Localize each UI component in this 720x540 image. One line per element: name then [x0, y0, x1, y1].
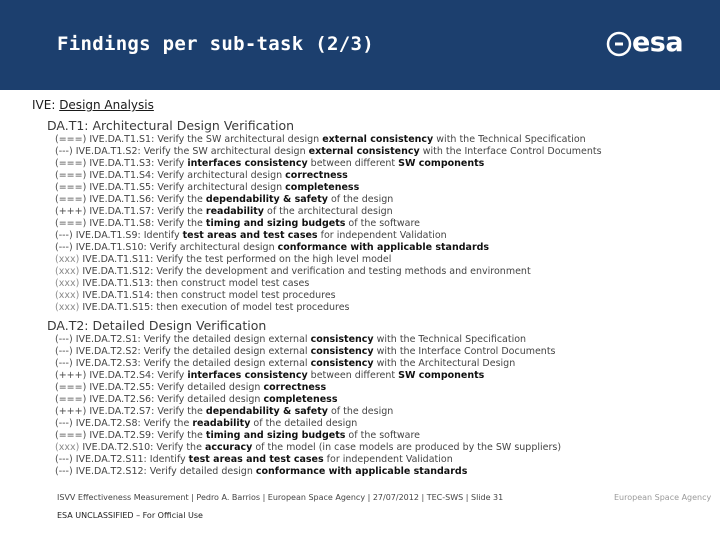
finding-text: with the Technical Specification: [373, 334, 527, 345]
finding-emphasis: timing and sizing budgets: [205, 218, 346, 229]
finding-emphasis: external consistency: [322, 134, 434, 145]
finding-status: (---): [55, 346, 73, 357]
finding-emphasis: interfaces consistency: [187, 370, 308, 381]
finding-row: [55, 158, 715, 170]
finding-code: IVE.DA.T1.S10:: [75, 242, 147, 253]
finding-text: Verify the SW architectural design: [157, 134, 323, 145]
section-prefix: IVE:: [32, 98, 60, 112]
finding-status: (---): [55, 358, 73, 369]
finding-emphasis: accuracy: [204, 442, 253, 453]
finding-row: [55, 254, 715, 266]
finding-status: (---): [55, 454, 73, 465]
finding-text: Verify the development and verification and testing methods and environment: [156, 266, 531, 277]
finding-row: [55, 406, 715, 418]
finding-row: [55, 370, 715, 382]
finding-row: [55, 170, 715, 182]
finding-text: Verify the: [157, 430, 206, 441]
finding-code: IVE.DA.T1.S13:: [82, 278, 154, 289]
finding-emphasis: readability: [205, 206, 264, 217]
finding-status: (===): [55, 382, 87, 393]
finding-text: Verify the: [157, 406, 206, 417]
finding-code: IVE.DA.T1.S7:: [89, 206, 155, 217]
subtask-list-t1: [55, 134, 715, 314]
finding-status: (===): [55, 170, 87, 181]
finding-code: IVE.DA.T1.S2:: [75, 146, 141, 157]
esa-logo: [606, 29, 706, 63]
footer-text: ISVV Effectiveness Measurement | Pedro A. Barrios | European Space Agency | 27/07/2012 | TEC-SWS | Slide 31: [57, 493, 504, 502]
finding-text: of the model (in case models are produced by the SW suppliers): [252, 442, 562, 453]
finding-text: Identify: [149, 454, 189, 465]
finding-emphasis: correctness: [263, 382, 327, 393]
finding-code: IVE.DA.T1.S6:: [89, 194, 155, 205]
finding-text: Verify architectural design: [157, 170, 286, 181]
subtask-heading-t2: DA.T2: Detailed Design Verification: [47, 318, 267, 333]
finding-text: then construct model test cases: [156, 278, 310, 289]
finding-code: IVE.DA.T1.S15:: [82, 302, 154, 313]
subtask-heading-t1: DA.T1: Architectural Design Verification: [47, 118, 295, 133]
finding-emphasis: conformance with applicable standards: [277, 242, 490, 253]
finding-code: IVE.DA.T1.S9:: [75, 230, 141, 241]
finding-status: (---): [55, 334, 73, 345]
finding-status: (===): [55, 134, 87, 145]
finding-row: [55, 182, 715, 194]
finding-row: [55, 334, 715, 346]
finding-text: Verify: [157, 158, 188, 169]
finding-code: IVE.DA.T2.S8:: [75, 418, 141, 429]
finding-emphasis: SW components: [398, 158, 485, 169]
finding-code: IVE.DA.T1.S8:: [89, 218, 155, 229]
finding-text: Verify the detailed design external: [143, 358, 311, 369]
finding-emphasis: readability: [192, 418, 251, 429]
esa-logo-text: esa: [632, 27, 684, 58]
finding-text: Verify detailed design: [157, 394, 264, 405]
finding-text: for independent Validation: [317, 230, 447, 241]
finding-row: [55, 206, 715, 218]
finding-row: [55, 394, 715, 406]
finding-text: then execution of model test procedures: [156, 302, 350, 313]
finding-text: Verify architectural design: [149, 242, 278, 253]
finding-text: Verify the SW architectural design: [143, 146, 309, 157]
finding-status: (xxx): [55, 278, 80, 289]
finding-emphasis: SW components: [398, 370, 485, 381]
finding-code: IVE.DA.T2.S6:: [89, 394, 155, 405]
finding-emphasis: external consistency: [308, 146, 420, 157]
finding-row: [55, 218, 715, 230]
finding-row: [55, 346, 715, 358]
finding-text: with the Technical Specification: [433, 134, 586, 145]
finding-text: Verify the test performed on the high level model: [156, 254, 392, 265]
finding-emphasis: test areas and test cases: [182, 230, 318, 241]
finding-status: (---): [55, 418, 73, 429]
finding-emphasis: conformance with applicable standards: [255, 466, 468, 477]
finding-emphasis: dependability & safety: [205, 406, 328, 417]
section-heading: [32, 98, 154, 112]
finding-row: [55, 430, 715, 442]
finding-status: (===): [55, 158, 87, 169]
finding-text: Verify the detailed design external: [143, 346, 311, 357]
finding-status: (+++): [55, 370, 87, 381]
finding-emphasis: correctness: [285, 170, 348, 181]
finding-code: IVE.DA.T2.S10:: [82, 442, 154, 453]
finding-status: (xxx): [55, 266, 80, 277]
finding-code: IVE.DA.T1.S3:: [89, 158, 155, 169]
finding-text: Verify detailed design: [149, 466, 256, 477]
finding-row: [55, 442, 715, 454]
finding-status: (+++): [55, 406, 87, 417]
subtask-list-t2: [55, 334, 715, 478]
finding-text: of the software: [345, 218, 421, 229]
footer-brand: European Space Agency: [614, 493, 712, 502]
slide-header: [0, 0, 720, 90]
finding-text: with the Interface Control Documents: [419, 146, 602, 157]
finding-code: IVE.DA.T2.S11:: [75, 454, 147, 465]
section-label: Design Analysis: [59, 98, 154, 112]
finding-status: (---): [55, 466, 73, 477]
finding-status: (===): [55, 194, 87, 205]
finding-text: Identify: [143, 230, 183, 241]
finding-text: of the design: [327, 194, 394, 205]
finding-emphasis: completeness: [263, 394, 338, 405]
finding-text: for independent Validation: [323, 454, 453, 465]
finding-status: (---): [55, 230, 73, 241]
finding-emphasis: consistency: [310, 334, 374, 345]
finding-emphasis: consistency: [310, 358, 374, 369]
finding-code: IVE.DA.T2.S7:: [89, 406, 155, 417]
finding-code: IVE.DA.T2.S12:: [75, 466, 147, 477]
classification-label: ESA UNCLASSIFIED – For Official Use: [57, 511, 203, 520]
finding-code: IVE.DA.T1.S5:: [89, 182, 155, 193]
finding-code: IVE.DA.T2.S3:: [75, 358, 141, 369]
finding-text: Verify detailed design: [157, 382, 264, 393]
finding-emphasis: dependability & safety: [205, 194, 328, 205]
finding-row: [55, 146, 715, 158]
finding-status: (===): [55, 430, 87, 441]
finding-status: (===): [55, 394, 87, 405]
finding-text: Verify the detailed design external: [143, 334, 311, 345]
finding-row: [55, 278, 715, 290]
finding-text: Verify the: [157, 194, 206, 205]
finding-emphasis: timing and sizing budgets: [205, 430, 346, 441]
finding-emphasis: completeness: [285, 182, 360, 193]
finding-text: Verify the: [156, 442, 205, 453]
finding-emphasis: consistency: [310, 346, 374, 357]
finding-text: of the architectural design: [263, 206, 393, 217]
finding-status: (---): [55, 242, 73, 253]
finding-code: IVE.DA.T1.S14:: [82, 290, 154, 301]
finding-text: between different: [307, 158, 399, 169]
finding-text: with the Architectural Design: [373, 358, 516, 369]
finding-text: Verify the: [143, 418, 193, 429]
finding-row: [55, 194, 715, 206]
finding-row: [55, 454, 715, 466]
finding-row: [55, 418, 715, 430]
finding-text: of the design: [327, 406, 394, 417]
finding-status: (xxx): [55, 442, 80, 453]
finding-status: (xxx): [55, 254, 80, 265]
finding-emphasis: interfaces consistency: [187, 158, 308, 169]
finding-row: [55, 266, 715, 278]
finding-text: Verify the: [157, 206, 206, 217]
finding-text: Verify the: [157, 218, 206, 229]
finding-code: IVE.DA.T2.S1:: [75, 334, 141, 345]
finding-code: IVE.DA.T2.S2:: [75, 346, 141, 357]
finding-code: IVE.DA.T2.S5:: [89, 382, 155, 393]
finding-row: [55, 302, 715, 314]
finding-code: IVE.DA.T1.S11:: [82, 254, 154, 265]
finding-row: [55, 242, 715, 254]
finding-row: [55, 290, 715, 302]
finding-text: of the software: [345, 430, 421, 441]
finding-row: [55, 358, 715, 370]
finding-text: Verify architectural design: [157, 182, 286, 193]
finding-status: (+++): [55, 206, 87, 217]
finding-code: IVE.DA.T1.S1:: [89, 134, 155, 145]
finding-status: (---): [55, 146, 73, 157]
finding-code: IVE.DA.T2.S9:: [89, 430, 155, 441]
finding-status: (===): [55, 182, 87, 193]
finding-status: (xxx): [55, 290, 80, 301]
finding-text: between different: [307, 370, 399, 381]
esa-logo-icon: [606, 31, 632, 57]
finding-emphasis: test areas and test cases: [188, 454, 324, 465]
finding-text: of the detailed design: [250, 418, 358, 429]
slide-title: Findings per sub-task (2/3): [57, 33, 374, 55]
finding-row: [55, 466, 715, 478]
finding-status: (===): [55, 218, 87, 229]
finding-code: IVE.DA.T1.S4:: [89, 170, 155, 181]
finding-code: IVE.DA.T1.S12:: [82, 266, 154, 277]
finding-row: [55, 382, 715, 394]
finding-text: Verify: [157, 370, 188, 381]
finding-row: [55, 230, 715, 242]
finding-row: [55, 134, 715, 146]
finding-text: then construct model test procedures: [156, 290, 336, 301]
finding-text: with the Interface Control Documents: [373, 346, 556, 357]
finding-code: IVE.DA.T2.S4:: [89, 370, 155, 381]
finding-status: (xxx): [55, 302, 80, 313]
